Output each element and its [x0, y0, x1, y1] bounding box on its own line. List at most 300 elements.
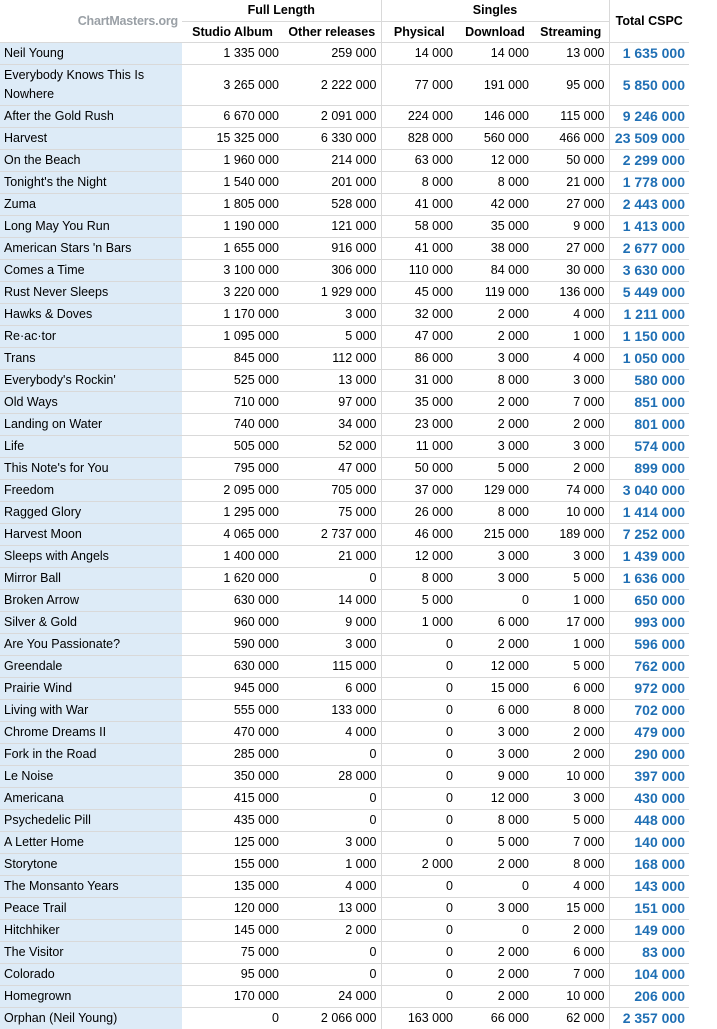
physical-cell: 63 000 [381, 149, 457, 171]
download-cell: 2 000 [457, 963, 533, 985]
download-cell: 35 000 [457, 215, 533, 237]
album-name-cell: Hawks & Doves [0, 303, 182, 325]
column-header-total: Total CSPC [609, 0, 689, 42]
studio-album-cell: 1 400 000 [182, 545, 283, 567]
streaming-cell: 10 000 [533, 501, 609, 523]
column-header-studio-album: Studio Album [182, 21, 283, 42]
other-releases-cell: 47 000 [283, 457, 381, 479]
download-cell: 3 000 [457, 567, 533, 589]
streaming-cell: 9 000 [533, 215, 609, 237]
streaming-cell: 15 000 [533, 897, 609, 919]
column-header-physical: Physical [381, 21, 457, 42]
streaming-cell: 136 000 [533, 281, 609, 303]
studio-album-cell: 1 095 000 [182, 325, 283, 347]
studio-album-cell: 75 000 [182, 941, 283, 963]
total-cspc-cell: 1 414 000 [609, 501, 689, 523]
table-row [0, 765, 689, 787]
table-row [0, 325, 689, 347]
album-name-cell: The Monsanto Years [0, 875, 182, 897]
download-cell: 2 000 [457, 325, 533, 347]
album-name-cell: Old Ways [0, 391, 182, 413]
album-name-cell: Everybody Knows This Is Nowhere [0, 64, 182, 105]
album-name-cell: Rust Never Sleeps [0, 281, 182, 303]
download-cell: 119 000 [457, 281, 533, 303]
studio-album-cell: 155 000 [182, 853, 283, 875]
studio-album-cell: 505 000 [182, 435, 283, 457]
download-cell: 12 000 [457, 149, 533, 171]
other-releases-cell: 6 330 000 [283, 127, 381, 149]
album-name-cell: Homegrown [0, 985, 182, 1007]
total-cspc-cell: 1 413 000 [609, 215, 689, 237]
album-name-cell: Trans [0, 347, 182, 369]
album-name-cell: Mirror Ball [0, 567, 182, 589]
studio-album-cell: 1 335 000 [182, 42, 283, 64]
total-cspc-cell: 7 252 000 [609, 523, 689, 545]
physical-cell: 8 000 [381, 567, 457, 589]
streaming-cell: 5 000 [533, 655, 609, 677]
download-cell: 3 000 [457, 435, 533, 457]
total-cspc-cell: 206 000 [609, 985, 689, 1007]
album-name-cell: Zuma [0, 193, 182, 215]
album-name-cell: Tonight's the Night [0, 171, 182, 193]
table-row [0, 479, 689, 501]
album-name-cell: On the Beach [0, 149, 182, 171]
table-row [0, 369, 689, 391]
studio-album-cell: 525 000 [182, 369, 283, 391]
studio-album-cell: 145 000 [182, 919, 283, 941]
physical-cell: 86 000 [381, 347, 457, 369]
other-releases-cell: 2 091 000 [283, 105, 381, 127]
studio-album-cell: 3 220 000 [182, 281, 283, 303]
table-row [0, 413, 689, 435]
other-releases-cell: 28 000 [283, 765, 381, 787]
download-cell: 3 000 [457, 743, 533, 765]
total-cspc-cell: 596 000 [609, 633, 689, 655]
total-cspc-cell: 3 040 000 [609, 479, 689, 501]
studio-album-cell: 1 540 000 [182, 171, 283, 193]
streaming-cell: 27 000 [533, 193, 609, 215]
album-name-cell: Le Noise [0, 765, 182, 787]
album-name-cell: A Letter Home [0, 831, 182, 853]
table-row [0, 303, 689, 325]
other-releases-cell: 13 000 [283, 897, 381, 919]
download-cell: 12 000 [457, 787, 533, 809]
column-header-streaming: Streaming [533, 21, 609, 42]
table-body [0, 42, 689, 1029]
other-releases-cell: 916 000 [283, 237, 381, 259]
physical-cell: 0 [381, 787, 457, 809]
group-header-singles: Singles [381, 0, 609, 21]
streaming-cell: 1 000 [533, 633, 609, 655]
studio-album-cell: 1 655 000 [182, 237, 283, 259]
album-name-cell: American Stars 'n Bars [0, 237, 182, 259]
studio-album-cell: 1 960 000 [182, 149, 283, 171]
table-row [0, 391, 689, 413]
table-row [0, 633, 689, 655]
table-row [0, 42, 689, 64]
physical-cell: 35 000 [381, 391, 457, 413]
download-cell: 66 000 [457, 1007, 533, 1029]
table-row [0, 875, 689, 897]
download-cell: 3 000 [457, 897, 533, 919]
table-row [0, 457, 689, 479]
album-name-cell: Life [0, 435, 182, 457]
other-releases-cell: 705 000 [283, 479, 381, 501]
studio-album-cell: 1 295 000 [182, 501, 283, 523]
column-header-other-releases: Other releases [283, 21, 381, 42]
album-name-cell: Peace Trail [0, 897, 182, 919]
table-row [0, 237, 689, 259]
download-cell: 5 000 [457, 831, 533, 853]
other-releases-cell: 528 000 [283, 193, 381, 215]
download-cell: 2 000 [457, 985, 533, 1007]
streaming-cell: 3 000 [533, 369, 609, 391]
total-cspc-cell: 2 299 000 [609, 149, 689, 171]
album-name-cell: After the Gold Rush [0, 105, 182, 127]
table-row [0, 105, 689, 127]
streaming-cell: 5 000 [533, 809, 609, 831]
download-cell: 215 000 [457, 523, 533, 545]
studio-album-cell: 945 000 [182, 677, 283, 699]
physical-cell: 12 000 [381, 545, 457, 567]
studio-album-cell: 125 000 [182, 831, 283, 853]
total-cspc-cell: 1 778 000 [609, 171, 689, 193]
table-row [0, 523, 689, 545]
total-cspc-cell: 2 443 000 [609, 193, 689, 215]
table-row [0, 567, 689, 589]
other-releases-cell: 2 066 000 [283, 1007, 381, 1029]
streaming-cell: 2 000 [533, 721, 609, 743]
physical-cell: 32 000 [381, 303, 457, 325]
album-name-cell: Psychedelic Pill [0, 809, 182, 831]
column-header-download: Download [457, 21, 533, 42]
total-cspc-cell: 168 000 [609, 853, 689, 875]
physical-cell: 0 [381, 765, 457, 787]
physical-cell: 50 000 [381, 457, 457, 479]
physical-cell: 31 000 [381, 369, 457, 391]
studio-album-cell: 3 265 000 [182, 64, 283, 105]
other-releases-cell: 0 [283, 743, 381, 765]
streaming-cell: 2 000 [533, 743, 609, 765]
total-cspc-cell: 1 635 000 [609, 42, 689, 64]
physical-cell: 0 [381, 699, 457, 721]
table-row [0, 853, 689, 875]
physical-cell: 41 000 [381, 193, 457, 215]
other-releases-cell: 0 [283, 787, 381, 809]
other-releases-cell: 2 000 [283, 919, 381, 941]
other-releases-cell: 0 [283, 941, 381, 963]
album-name-cell: Silver & Gold [0, 611, 182, 633]
physical-cell: 45 000 [381, 281, 457, 303]
streaming-cell: 4 000 [533, 347, 609, 369]
table-row [0, 655, 689, 677]
download-cell: 3 000 [457, 721, 533, 743]
streaming-cell: 2 000 [533, 413, 609, 435]
download-cell: 0 [457, 875, 533, 897]
other-releases-cell: 0 [283, 809, 381, 831]
download-cell: 2 000 [457, 413, 533, 435]
table-row [0, 149, 689, 171]
table-row [0, 171, 689, 193]
download-cell: 2 000 [457, 303, 533, 325]
streaming-cell: 115 000 [533, 105, 609, 127]
streaming-cell: 17 000 [533, 611, 609, 633]
physical-cell: 0 [381, 655, 457, 677]
total-cspc-cell: 1 439 000 [609, 545, 689, 567]
total-cspc-cell: 574 000 [609, 435, 689, 457]
total-cspc-cell: 580 000 [609, 369, 689, 391]
total-cspc-cell: 397 000 [609, 765, 689, 787]
watermark-logo: ChartMasters.org [0, 0, 182, 42]
table-row [0, 787, 689, 809]
streaming-cell: 7 000 [533, 963, 609, 985]
physical-cell: 0 [381, 677, 457, 699]
total-cspc-cell: 899 000 [609, 457, 689, 479]
other-releases-cell: 3 000 [283, 831, 381, 853]
download-cell: 6 000 [457, 699, 533, 721]
studio-album-cell: 95 000 [182, 963, 283, 985]
studio-album-cell: 470 000 [182, 721, 283, 743]
physical-cell: 224 000 [381, 105, 457, 127]
physical-cell: 163 000 [381, 1007, 457, 1029]
physical-cell: 0 [381, 963, 457, 985]
studio-album-cell: 795 000 [182, 457, 283, 479]
studio-album-cell: 120 000 [182, 897, 283, 919]
physical-cell: 41 000 [381, 237, 457, 259]
album-name-cell: Prairie Wind [0, 677, 182, 699]
other-releases-cell: 0 [283, 963, 381, 985]
physical-cell: 0 [381, 875, 457, 897]
album-name-cell: Re·ac·tor [0, 325, 182, 347]
streaming-cell: 6 000 [533, 677, 609, 699]
table-row [0, 721, 689, 743]
physical-cell: 0 [381, 831, 457, 853]
download-cell: 38 000 [457, 237, 533, 259]
download-cell: 42 000 [457, 193, 533, 215]
streaming-cell: 1 000 [533, 325, 609, 347]
download-cell: 6 000 [457, 611, 533, 633]
streaming-cell: 3 000 [533, 787, 609, 809]
other-releases-cell: 1 929 000 [283, 281, 381, 303]
table-row [0, 985, 689, 1007]
streaming-cell: 7 000 [533, 831, 609, 853]
album-name-cell: Are You Passionate? [0, 633, 182, 655]
studio-album-cell: 590 000 [182, 633, 283, 655]
download-cell: 0 [457, 589, 533, 611]
physical-cell: 0 [381, 633, 457, 655]
album-name-cell: Ragged Glory [0, 501, 182, 523]
studio-album-cell: 15 325 000 [182, 127, 283, 149]
studio-album-cell: 1 170 000 [182, 303, 283, 325]
streaming-cell: 3 000 [533, 435, 609, 457]
other-releases-cell: 0 [283, 567, 381, 589]
physical-cell: 11 000 [381, 435, 457, 457]
streaming-cell: 466 000 [533, 127, 609, 149]
streaming-cell: 189 000 [533, 523, 609, 545]
table-row [0, 1007, 689, 1029]
streaming-cell: 27 000 [533, 237, 609, 259]
download-cell: 84 000 [457, 259, 533, 281]
physical-cell: 0 [381, 721, 457, 743]
other-releases-cell: 115 000 [283, 655, 381, 677]
studio-album-cell: 4 065 000 [182, 523, 283, 545]
physical-cell: 5 000 [381, 589, 457, 611]
total-cspc-cell: 290 000 [609, 743, 689, 765]
total-cspc-cell: 2 357 000 [609, 1007, 689, 1029]
table-row [0, 941, 689, 963]
download-cell: 8 000 [457, 809, 533, 831]
streaming-cell: 62 000 [533, 1007, 609, 1029]
streaming-cell: 21 000 [533, 171, 609, 193]
studio-album-cell: 415 000 [182, 787, 283, 809]
other-releases-cell: 13 000 [283, 369, 381, 391]
other-releases-cell: 34 000 [283, 413, 381, 435]
studio-album-cell: 6 670 000 [182, 105, 283, 127]
total-cspc-cell: 702 000 [609, 699, 689, 721]
total-cspc-cell: 448 000 [609, 809, 689, 831]
download-cell: 14 000 [457, 42, 533, 64]
table-row [0, 743, 689, 765]
other-releases-cell: 121 000 [283, 215, 381, 237]
studio-album-cell: 285 000 [182, 743, 283, 765]
album-name-cell: Americana [0, 787, 182, 809]
album-name-cell: Storytone [0, 853, 182, 875]
table-row [0, 831, 689, 853]
album-name-cell: This Note's for You [0, 457, 182, 479]
studio-album-cell: 170 000 [182, 985, 283, 1007]
total-cspc-cell: 1 636 000 [609, 567, 689, 589]
table-row [0, 281, 689, 303]
download-cell: 560 000 [457, 127, 533, 149]
streaming-cell: 2 000 [533, 919, 609, 941]
total-cspc-cell: 851 000 [609, 391, 689, 413]
physical-cell: 14 000 [381, 42, 457, 64]
other-releases-cell: 52 000 [283, 435, 381, 457]
table-row [0, 127, 689, 149]
physical-cell: 58 000 [381, 215, 457, 237]
album-name-cell: Long May You Run [0, 215, 182, 237]
album-name-cell: The Visitor [0, 941, 182, 963]
streaming-cell: 3 000 [533, 545, 609, 567]
total-cspc-cell: 151 000 [609, 897, 689, 919]
table-row [0, 347, 689, 369]
album-name-cell: Broken Arrow [0, 589, 182, 611]
total-cspc-cell: 479 000 [609, 721, 689, 743]
table-row [0, 963, 689, 985]
other-releases-cell: 2 222 000 [283, 64, 381, 105]
total-cspc-cell: 83 000 [609, 941, 689, 963]
total-cspc-cell: 993 000 [609, 611, 689, 633]
studio-album-cell: 135 000 [182, 875, 283, 897]
other-releases-cell: 3 000 [283, 303, 381, 325]
download-cell: 8 000 [457, 171, 533, 193]
streaming-cell: 8 000 [533, 853, 609, 875]
total-cspc-cell: 9 246 000 [609, 105, 689, 127]
streaming-cell: 4 000 [533, 303, 609, 325]
download-cell: 8 000 [457, 501, 533, 523]
download-cell: 3 000 [457, 347, 533, 369]
table-row [0, 545, 689, 567]
download-cell: 15 000 [457, 677, 533, 699]
download-cell: 2 000 [457, 633, 533, 655]
streaming-cell: 74 000 [533, 479, 609, 501]
studio-album-cell: 740 000 [182, 413, 283, 435]
other-releases-cell: 112 000 [283, 347, 381, 369]
total-cspc-cell: 650 000 [609, 589, 689, 611]
studio-album-cell: 845 000 [182, 347, 283, 369]
other-releases-cell: 14 000 [283, 589, 381, 611]
album-name-cell: Sleeps with Angels [0, 545, 182, 567]
studio-album-cell: 3 100 000 [182, 259, 283, 281]
group-header-full-length: Full Length [182, 0, 381, 21]
total-cspc-cell: 23 509 000 [609, 127, 689, 149]
other-releases-cell: 133 000 [283, 699, 381, 721]
streaming-cell: 5 000 [533, 567, 609, 589]
other-releases-cell: 3 000 [283, 633, 381, 655]
studio-album-cell: 350 000 [182, 765, 283, 787]
studio-album-cell: 960 000 [182, 611, 283, 633]
other-releases-cell: 201 000 [283, 171, 381, 193]
physical-cell: 828 000 [381, 127, 457, 149]
album-name-cell: Living with War [0, 699, 182, 721]
other-releases-cell: 6 000 [283, 677, 381, 699]
streaming-cell: 8 000 [533, 699, 609, 721]
physical-cell: 46 000 [381, 523, 457, 545]
total-cspc-cell: 1 150 000 [609, 325, 689, 347]
table-row [0, 809, 689, 831]
other-releases-cell: 214 000 [283, 149, 381, 171]
physical-cell: 0 [381, 985, 457, 1007]
total-cspc-cell: 140 000 [609, 831, 689, 853]
table-row [0, 611, 689, 633]
studio-album-cell: 555 000 [182, 699, 283, 721]
total-cspc-cell: 5 449 000 [609, 281, 689, 303]
other-releases-cell: 9 000 [283, 611, 381, 633]
streaming-cell: 2 000 [533, 457, 609, 479]
album-name-cell: Hitchhiker [0, 919, 182, 941]
physical-cell: 2 000 [381, 853, 457, 875]
album-name-cell: Neil Young [0, 42, 182, 64]
total-cspc-cell: 762 000 [609, 655, 689, 677]
table-row [0, 193, 689, 215]
album-name-cell: Harvest [0, 127, 182, 149]
other-releases-cell: 5 000 [283, 325, 381, 347]
table-row [0, 64, 689, 105]
other-releases-cell: 21 000 [283, 545, 381, 567]
table-row [0, 699, 689, 721]
other-releases-cell: 97 000 [283, 391, 381, 413]
table-row [0, 215, 689, 237]
studio-album-cell: 1 620 000 [182, 567, 283, 589]
download-cell: 146 000 [457, 105, 533, 127]
streaming-cell: 10 000 [533, 765, 609, 787]
other-releases-cell: 306 000 [283, 259, 381, 281]
studio-album-cell: 630 000 [182, 655, 283, 677]
other-releases-cell: 4 000 [283, 721, 381, 743]
streaming-cell: 10 000 [533, 985, 609, 1007]
total-cspc-cell: 1 211 000 [609, 303, 689, 325]
table-row [0, 919, 689, 941]
other-releases-cell: 259 000 [283, 42, 381, 64]
album-name-cell: Harvest Moon [0, 523, 182, 545]
studio-album-cell: 0 [182, 1007, 283, 1029]
physical-cell: 23 000 [381, 413, 457, 435]
download-cell: 3 000 [457, 545, 533, 567]
physical-cell: 0 [381, 941, 457, 963]
other-releases-cell: 24 000 [283, 985, 381, 1007]
other-releases-cell: 4 000 [283, 875, 381, 897]
total-cspc-cell: 1 050 000 [609, 347, 689, 369]
